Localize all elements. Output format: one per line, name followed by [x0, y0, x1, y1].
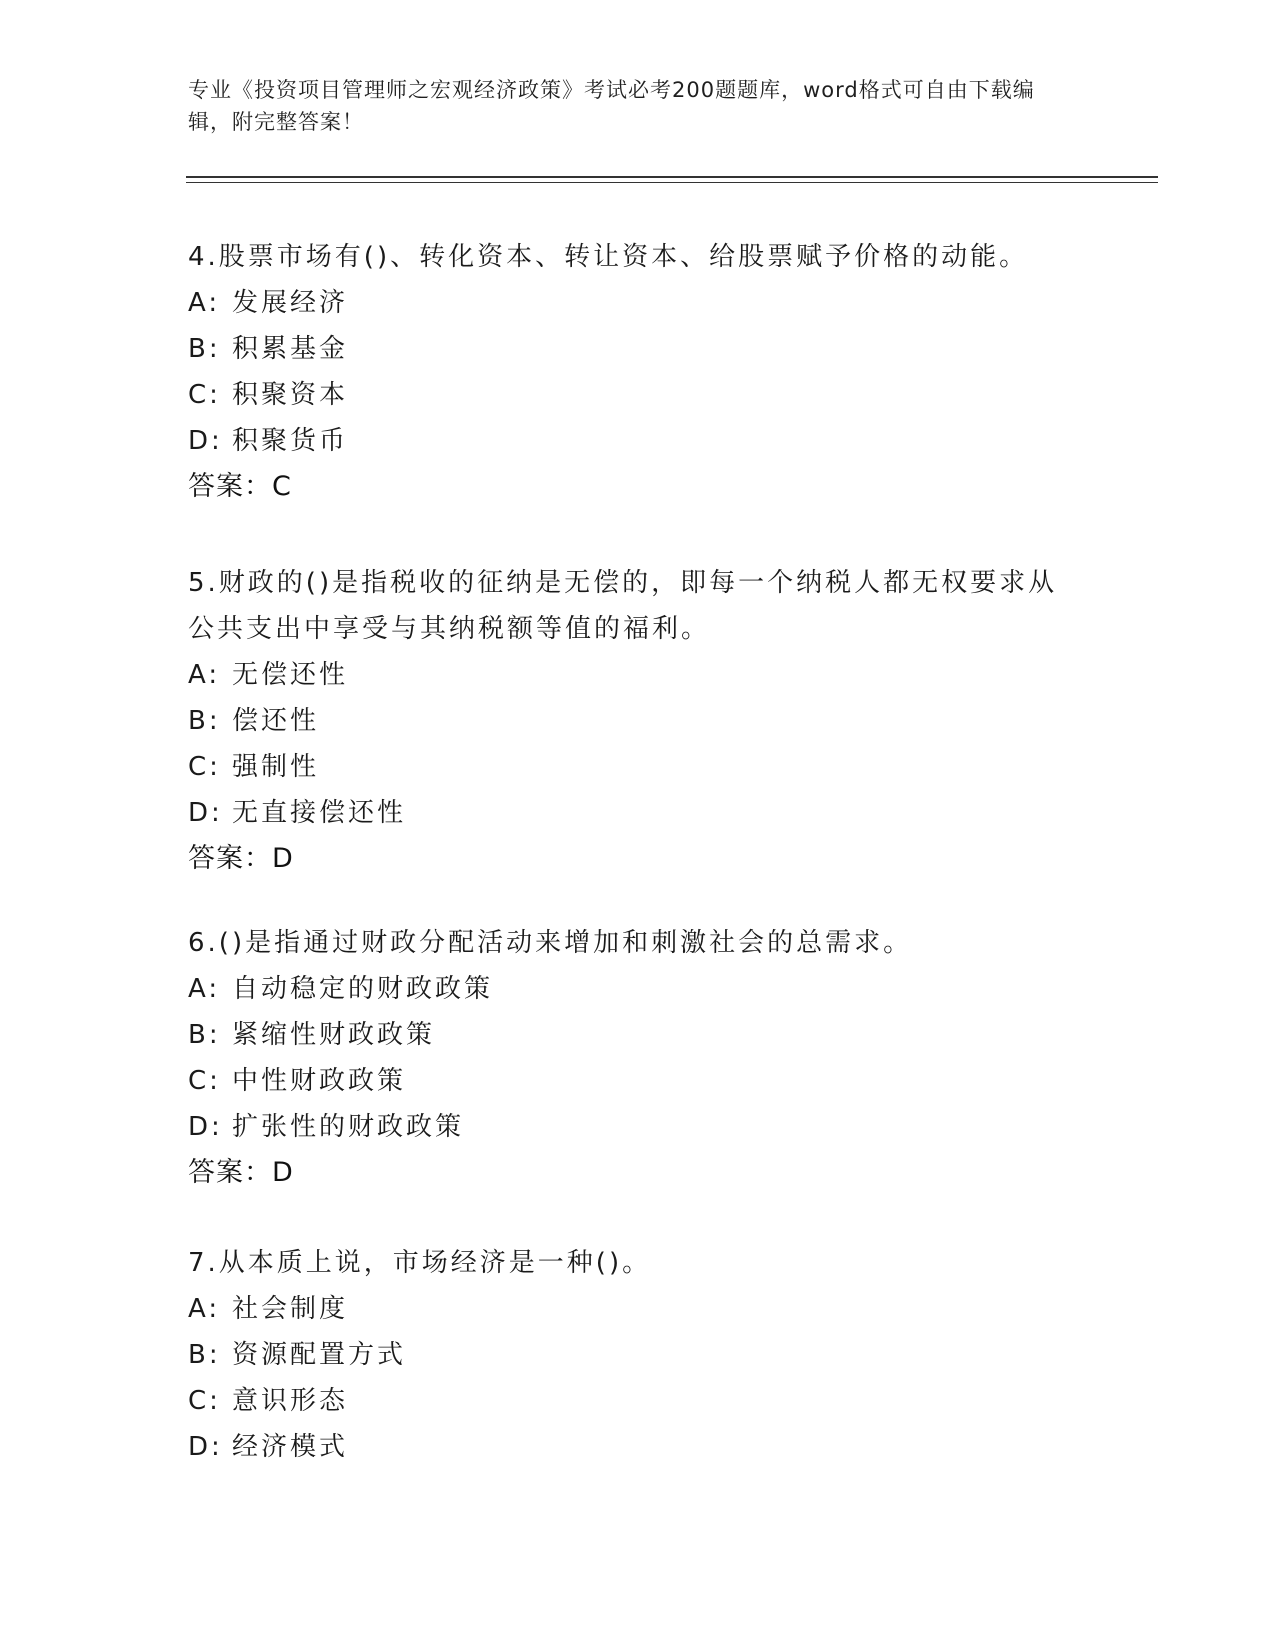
option-a	[188, 652, 1068, 698]
option-a	[188, 280, 1068, 326]
option-text: 偿还性	[232, 706, 320, 736]
option-a	[188, 966, 1068, 1012]
option-text: 积累基金	[232, 334, 349, 364]
question-block	[188, 920, 1068, 1196]
option-text: 强制性	[232, 752, 320, 782]
option-b	[188, 326, 1068, 372]
question-stem: 5.财政的()是指税收的征纳是无偿的，即每一个纳税人都无权要求从公共支出中享受与其纳税额等值的福利。	[188, 568, 1058, 644]
option-key: C:	[188, 1386, 221, 1416]
option-text: 无偿还性	[232, 660, 349, 690]
question-stem: 6.()是指通过财政分配活动来增加和刺激社会的总需求。	[188, 928, 913, 958]
option-b	[188, 1332, 1068, 1378]
header-divider-thin	[186, 182, 1158, 183]
question-block	[188, 234, 1068, 510]
option-key: B:	[188, 334, 221, 364]
option-key: A:	[188, 288, 221, 318]
option-text: 发展经济	[232, 288, 349, 318]
header-divider	[186, 176, 1158, 178]
option-key: A:	[188, 1294, 221, 1324]
option-d	[188, 1104, 1068, 1150]
option-c	[188, 1378, 1068, 1424]
option-key: B:	[188, 1340, 221, 1370]
option-text: 经济模式	[232, 1432, 349, 1462]
option-a	[188, 1286, 1068, 1332]
question-block	[188, 560, 1068, 882]
option-key: B:	[188, 1020, 221, 1050]
option-key: C:	[188, 1066, 221, 1096]
option-b	[188, 1012, 1068, 1058]
option-text: 资源配置方式	[232, 1340, 407, 1370]
option-text: 社会制度	[232, 1294, 349, 1324]
option-key: D:	[188, 798, 223, 828]
option-b	[188, 698, 1068, 744]
option-d	[188, 1424, 1068, 1470]
question-stem: 7.从本质上说，市场经济是一种()。	[188, 1248, 652, 1278]
option-d	[188, 418, 1068, 464]
option-d	[188, 790, 1068, 836]
option-text: 扩张性的财政政策	[232, 1112, 465, 1142]
option-text: 中性财政政策	[232, 1066, 407, 1096]
option-key: D:	[188, 426, 223, 456]
document-intro: 专业《投资项目管理师之宏观经济政策》考试必考200题题库，word格式可自由下载编辑，附完整答案！	[188, 78, 1035, 134]
option-key: A:	[188, 660, 221, 690]
option-key: C:	[188, 380, 221, 410]
option-text: 紧缩性财政政策	[232, 1020, 436, 1050]
option-c	[188, 372, 1068, 418]
option-key: B:	[188, 706, 221, 736]
option-key: D:	[188, 1432, 223, 1462]
option-text: 自动稳定的财政政策	[232, 974, 494, 1004]
question-stem: 4.股票市场有()、转化资本、转让资本、给股票赋予价格的动能。	[188, 242, 1029, 272]
option-text: 意识形态	[232, 1386, 349, 1416]
option-c	[188, 744, 1068, 790]
answer-line: 答案：D	[188, 843, 294, 874]
answer-line: 答案：C	[188, 471, 292, 502]
option-c	[188, 1058, 1068, 1104]
answer-line: 答案：D	[188, 1157, 294, 1188]
option-text: 积聚货币	[232, 426, 349, 456]
question-block	[188, 1240, 1068, 1470]
option-text: 积聚资本	[232, 380, 349, 410]
option-key: D:	[188, 1112, 223, 1142]
option-key: A:	[188, 974, 221, 1004]
option-text: 无直接偿还性	[232, 798, 407, 828]
option-key: C:	[188, 752, 221, 782]
